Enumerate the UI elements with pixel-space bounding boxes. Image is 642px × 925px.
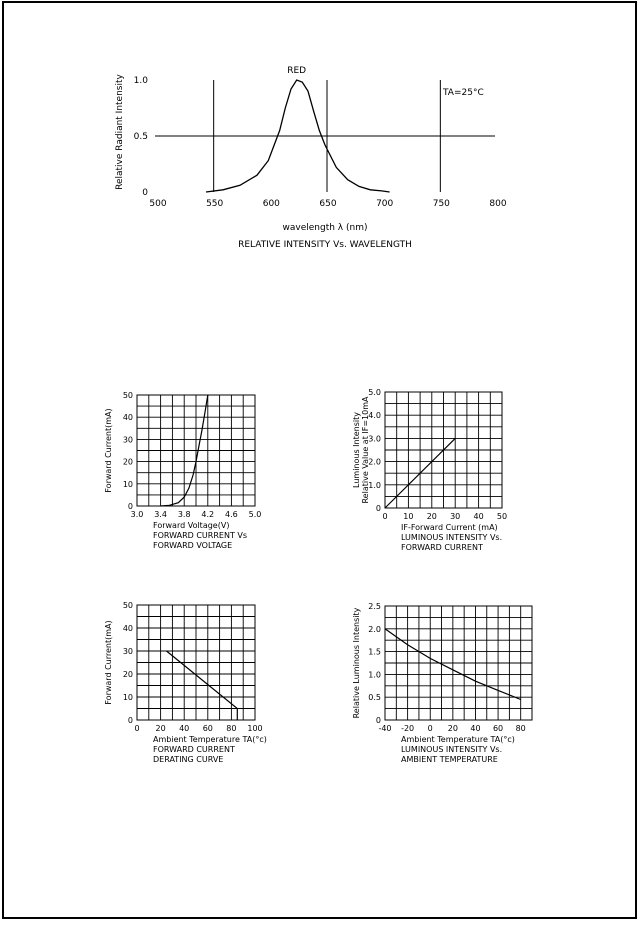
y-tick-label: 30 <box>122 647 133 656</box>
y-tick-label: 0 <box>127 716 133 725</box>
x-axis-label: Ambient Temperature TA(°c) <box>401 735 515 744</box>
chart-title: DERATING CURVE <box>153 755 224 764</box>
y-tick-label: 1.0 <box>368 670 381 680</box>
y-tick-label: 0 <box>375 716 381 725</box>
y-tick-label: 20 <box>122 670 133 679</box>
y-tick-label: 0 <box>127 502 133 511</box>
x-tick-label: 800 <box>489 199 507 209</box>
x-tick-label: 80 <box>515 724 526 733</box>
y-tick-label: 50 <box>122 601 133 610</box>
x-tick-label: 0 <box>382 512 388 521</box>
x-tick-label: 50 <box>496 512 508 521</box>
y-tick-label: 40 <box>122 413 133 423</box>
x-tick-label: 650 <box>319 199 337 209</box>
x-tick-label: 30 <box>450 512 461 521</box>
x-tick-label: 40 <box>473 512 484 521</box>
series-label-red: RED <box>287 66 307 76</box>
chart-title: RELATIVE INTENSITY Vs. WAVELENGTH <box>238 240 412 250</box>
x-tick-label: 600 <box>262 199 280 209</box>
y-tick-label: 0 <box>142 188 148 198</box>
y-axis-label: Relative Value at IF=10mA <box>361 396 370 504</box>
y-tick-label: 20 <box>122 457 133 467</box>
y-axis-label: Forward Current(mA) <box>104 408 113 493</box>
x-tick-label: -20 <box>401 724 415 733</box>
y-axis-label: Luminous Intensity <box>352 412 361 488</box>
y-axis-label: Relative Luminous Intensity <box>352 607 361 719</box>
y-tick-label: 10 <box>122 479 133 489</box>
x-tick-label: 10 <box>403 512 414 521</box>
x-tick-label: 4.2 <box>201 510 215 519</box>
y-tick-label: 2.0 <box>368 624 381 634</box>
y-tick-label: 1.0 <box>368 480 381 490</box>
x-tick-label: 750 <box>432 199 450 209</box>
y-tick-label: 0.5 <box>368 693 381 703</box>
chart-title: FORWARD CURRENT <box>153 745 235 754</box>
x-axis-label: Forward Voltage(V) <box>153 521 230 530</box>
y-tick-label: 2.0 <box>368 457 381 467</box>
x-tick-label: 4.6 <box>225 510 238 519</box>
chart-title: LUMINOUS INTENSITY Vs. <box>401 533 503 542</box>
y-axis-label: Forward Current(mA) <box>104 620 113 705</box>
x-axis-label: wavelength λ (nm) <box>282 223 368 233</box>
x-tick-label: 550 <box>206 199 224 209</box>
x-tick-label: 100 <box>247 724 263 733</box>
chart-title: FORWARD CURRENT <box>401 543 483 552</box>
x-tick-label: 20 <box>426 512 437 521</box>
x-tick-label: 60 <box>202 724 213 733</box>
y-tick-label: 50 <box>122 391 133 400</box>
x-tick-label: 500 <box>149 199 167 209</box>
chart-title: FORWARD VOLTAGE <box>153 541 233 550</box>
y-tick-label: 10 <box>122 693 133 702</box>
y-tick-label: 0 <box>375 504 381 513</box>
y-tick-label: 5.0 <box>368 388 381 397</box>
x-tick-label: 80 <box>226 724 237 733</box>
x-tick-label: 3.8 <box>177 510 191 519</box>
x-tick-label: 3.4 <box>154 510 167 519</box>
y-tick-label: 4.0 <box>368 411 381 421</box>
x-tick-label: 40 <box>179 724 190 733</box>
x-tick-label: 60 <box>492 724 504 733</box>
chart-title: FORWARD CURRENT Vs <box>153 531 248 540</box>
x-tick-label: 20 <box>447 724 458 733</box>
temperature-annotation: TA=25°C <box>443 88 484 98</box>
y-tick-label: 0.5 <box>133 132 148 142</box>
y-tick-label: 1.0 <box>133 76 148 86</box>
y-tick-label: 40 <box>122 624 133 633</box>
y-axis-label: Relative Radiant Intensity <box>115 74 125 190</box>
y-tick-label: 2.5 <box>368 602 381 611</box>
x-tick-label: 700 <box>376 199 394 209</box>
y-tick-label: 1.5 <box>368 647 381 657</box>
x-tick-label: 20 <box>155 724 166 733</box>
x-axis-label: Ambient Temperature TA(°c) <box>153 735 267 744</box>
x-tick-label: 0 <box>427 724 433 733</box>
x-tick-label: 0 <box>134 724 140 733</box>
x-tick-label: -40 <box>378 724 392 733</box>
x-tick-label: 5.0 <box>248 510 262 519</box>
x-tick-label: 3.0 <box>130 510 144 519</box>
chart-title: AMBIENT TEMPERATURE <box>401 755 498 764</box>
chart-title: LUMINOUS INTENSITY Vs. <box>401 745 503 754</box>
y-tick-label: 30 <box>122 435 133 445</box>
x-axis-label: IF-Forward Current (mA) <box>401 523 498 532</box>
x-tick-label: 40 <box>470 724 481 733</box>
y-tick-label: 3.0 <box>368 434 381 444</box>
